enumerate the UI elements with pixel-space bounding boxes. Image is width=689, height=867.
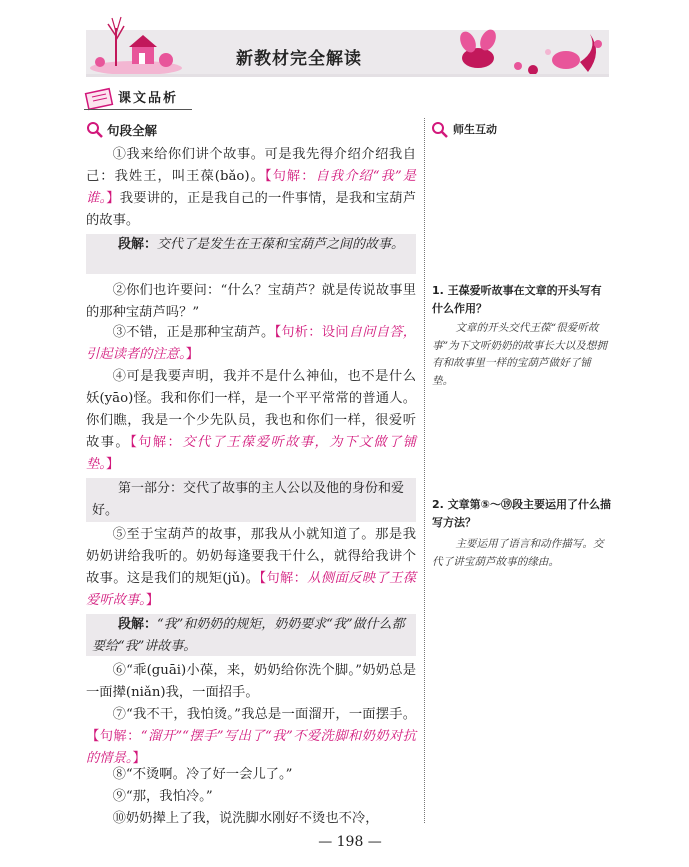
house-tree-decoration-icon — [86, 8, 186, 74]
paragraph-3: ③不错，正是那种宝葫芦。【句析：设问自问自答，引起读者的注意。】 — [86, 325, 417, 362]
paragraph-10: ⑩奶奶撵上了我，说洗脚水刚好不烫也不冷， — [112, 811, 379, 826]
question-1: 1. 王葆爱听故事在文章的开头写有什么作用？ — [432, 284, 602, 315]
paragraph-6: ⑥“乖(guāi)小葆，来，奶奶给你洗个脚。”奶奶总是一面撵(niǎn)我，一面招手。 — [86, 663, 416, 700]
part-summary-box: 第一部分：交代了故事的主人公以及他的身份和爱好。 — [86, 478, 416, 522]
left-column-heading: 句段全解 — [107, 123, 158, 138]
section-title: 课文品析 — [118, 91, 179, 106]
flower-decoration-icon — [448, 22, 608, 78]
answer-1: 文章的开头交代王葆“很爱听故事”为下文听奶奶的故事长大以及想拥有和故事里一样的宝葫芦做好了铺垫。 — [432, 322, 607, 387]
paragraph-note-box: 段解：交代了是发生在王葆和宝葫芦之间的故事。 — [86, 234, 416, 274]
answer-2: 主要运用了语言和动作描写。交代了讲宝葫芦故事的缘由。 — [432, 538, 604, 568]
question-2: 2. 文章第⑤～⑲段主要运用了什么描写方法？ — [432, 498, 611, 529]
paragraph-2: ②你们也许要问：“什么？宝葫芦？就是传说故事里的那种宝葫芦吗？” — [86, 283, 416, 320]
header-divider — [86, 74, 609, 77]
magnifier-icon — [431, 121, 449, 139]
paragraph-1: ①我来给你们讲个故事。可是我先得介绍介绍我自己：我姓王，叫王葆(bǎo)。【句解：自我介绍“我”是谁。】我要讲的，正是我自己的一件事情，是我和宝葫芦的故事。 — [86, 147, 417, 228]
paragraph-5: ⑤至于宝葫芦的故事，那我从小就知道了。那是我奶奶讲给我听的。奶奶每逢要我干什么，就得给我讲个故事。这是我们的规矩(jǔ)。【句解：从侧面反映了王葆爱听故事。】 — [86, 527, 416, 608]
section-underline — [84, 109, 192, 110]
paragraph-4: ④可是我要声明，我并不是什么神仙，也不是什么妖(yāo)怪。我和你们一样，是一个平平常常的普通人。你们瞧，我是一个少先队员，我也和你们一样，很爱听故事。【句解：交代了王葆爱听故事，为下文做了铺垫。】 — [86, 369, 416, 472]
right-column-heading: 师生互动 — [453, 123, 497, 136]
column-divider — [424, 118, 425, 823]
paragraph-8: ⑧“不烫啊。冷了好一会儿了。” — [112, 767, 293, 782]
paragraph-note-box: 段解：“我”和奶奶的规矩，奶奶要求“我”做什么都要给“我”讲故事。 — [86, 614, 416, 656]
header-title: 新教材完全解读 — [236, 49, 362, 69]
page-number: — 198 — — [318, 834, 382, 850]
magnifier-icon — [86, 121, 104, 139]
paragraph-7: ⑦“我不干，我怕烫。”我总是一面溜开，一面摆手。【句解：“溜开”“摆手”写出了“我”不爱洗脚和奶奶对抗的情景。】 — [86, 707, 417, 766]
paragraph-9: ⑨“那，我怕冷。” — [112, 789, 213, 804]
